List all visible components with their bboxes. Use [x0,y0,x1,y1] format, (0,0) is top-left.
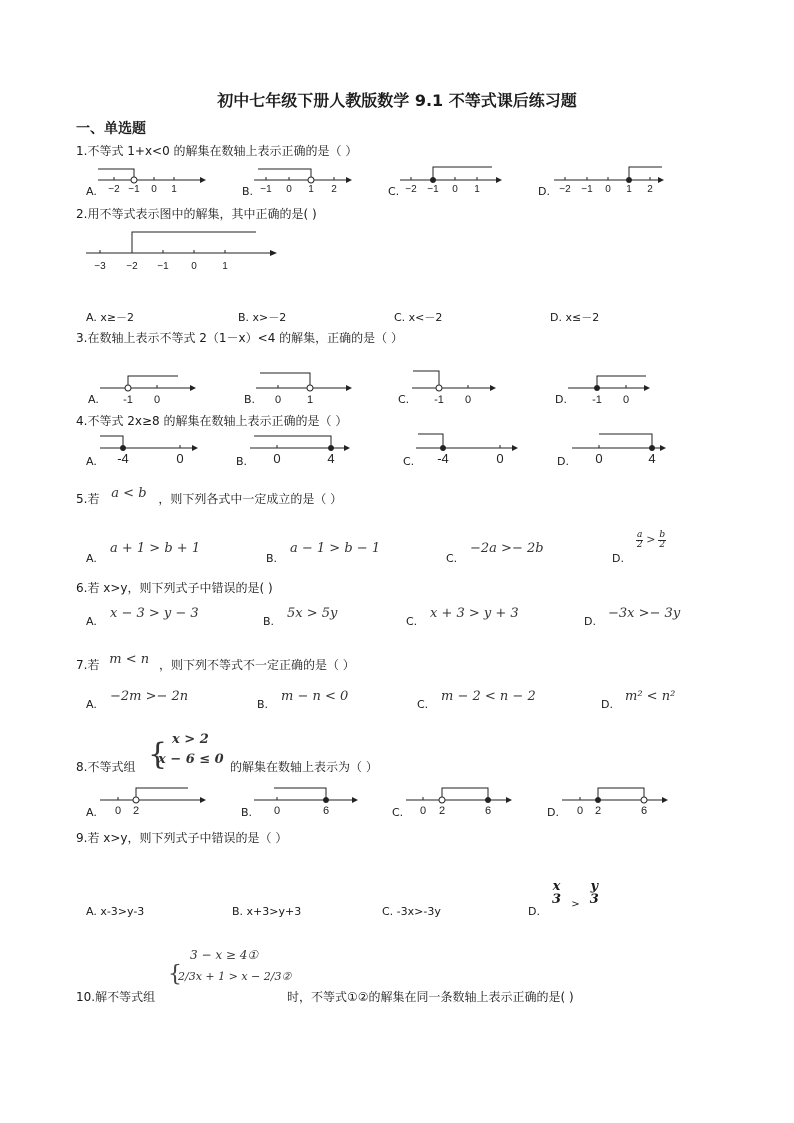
tick-label: 2 [647,184,653,195]
q3-number-line-b [254,368,354,408]
q1-number-line-c [398,162,508,198]
q3-number-line-a [98,368,198,408]
q4-option-a-label: A. [86,455,97,468]
q5-option-d-label: D. [612,552,624,565]
tick-label: −1 [581,184,593,195]
q8-number-line-d [560,784,672,822]
q8-option-d-label: D. [547,806,559,819]
q7-condition: m < n [109,652,150,667]
tick-label: 0 [622,394,630,406]
q7-option-a-label: A. [86,698,97,711]
brace-icon: { [168,962,182,987]
q3-option-c-label: C. [398,393,410,406]
q4-option-d-label: D. [557,455,569,468]
q5-option-c-expr: −2a >− 2b [470,541,544,556]
q5-option-b-expr: a − 1 > b − 1 [290,541,381,556]
tick-label: 0 [286,184,292,195]
q5-option-b-label: B. [266,552,278,565]
q8-option-b-label: B. [241,806,253,819]
q6-option-a-expr: x − 3 > y − 3 [110,606,199,621]
tick-label: 6 [322,805,330,817]
q8-stem-prefix: 8.不等式组 [76,760,136,774]
tick-label: 0 [464,394,472,406]
q9-option-c: C. -3x>-3y [382,905,441,918]
q4-option-c-label: C. [403,455,415,468]
q6-option-b-expr: 5x > 5y [287,606,338,621]
q9-option-a: A. x-3>y-3 [86,905,145,918]
question-6-stem: 6.若 x>y，则下列式子中错误的是( ) [76,581,273,595]
tick-label: 0 [595,451,603,466]
q8-number-line-a [98,784,210,822]
question-1-stem: 1.不等式 1+x<0 的解集在数轴上表示正确的是（ ） [76,144,358,158]
q6-option-c-label: C. [406,615,418,628]
question-3-stem: 3.在数轴上表示不等式 2（1－x）<4 的解集，正确的是（ ） [76,331,403,345]
brace-icon: { [148,737,168,772]
q7-option-b-label: B. [257,698,269,711]
tick-label: 0 [114,805,122,817]
tick-label: 2 [594,805,602,817]
tick-label: 1 [474,184,480,195]
q7-stem-suffix: ，则下列不等式不一定正确的是（ ） [158,658,355,672]
q10-stem-prefix: 10.解不等式组 [76,990,156,1004]
tick-label: 4 [327,451,335,466]
tick-label: 1 [222,261,228,272]
tick-label: 4 [648,451,656,466]
section-heading: 一、单选题 [76,121,146,137]
tick-label: 0 [605,184,611,195]
tick-label: 0 [273,805,281,817]
q6-option-c-expr: x + 3 > y + 3 [430,606,519,621]
q5-option-d-expr: $\frac{a}{2}$ > $\frac{b}{2}$ [636,530,666,550]
q8-number-line-b [252,784,364,822]
tick-label: 1 [308,184,314,195]
q4-number-line-a [98,430,208,468]
q4-option-b-label: B. [236,455,248,468]
q1-number-line-d [552,162,667,198]
tick-label: 0 [273,451,281,466]
q6-option-a-label: A. [86,615,97,628]
q5-option-a-expr: a + 1 > b + 1 [110,541,201,556]
tick-label: 6 [640,805,648,817]
q10-stem-suffix: 时，不等式①②的解集在同一条数轴上表示正确的是( ) [287,990,574,1004]
q5-stem-suffix: ，则下列各式中一定成立的是（ ） [158,492,343,506]
tick-label: 0 [176,451,184,466]
tick-label: 2 [132,805,140,817]
q7-option-b-expr: m − n < 0 [281,689,349,704]
q4-number-line-c [414,430,524,468]
q6-option-b-label: B. [263,615,275,628]
q7-option-c-label: C. [417,698,429,711]
q3-number-line-c [410,368,510,408]
q10-system-line-2: 2/3x + 1 > x − 2/3② [178,970,292,983]
q3-option-b-label: B. [244,393,256,406]
q2-option-c: C. x<－2 [394,311,443,324]
tick-label: 0 [274,394,282,406]
tick-label: 2 [438,805,446,817]
q1-option-b-label: B. [242,185,254,198]
q1-number-line-b [252,162,362,198]
q1-number-line-a [96,162,206,198]
tick-label: 0 [191,261,197,272]
q2-number-line [84,228,284,274]
tick-label: −1 [260,184,272,195]
q2-option-a: A. x≥－2 [86,311,135,324]
q8-system-line-1: x > 2 [172,732,209,747]
page-title: 初中七年级下册人教版数学 9.1 不等式课后练习题 [217,91,577,110]
question-2-stem: 2.用不等式表示图中的解集，其中正确的是( ) [76,207,317,221]
tick-label: 0 [576,805,584,817]
q4-number-line-d [570,430,670,468]
q9-option-d-label: D. [528,905,540,918]
tick-label: -1 [123,394,133,406]
q6-option-d-expr: −3x >− 3y [608,606,681,621]
tick-label: −1 [128,184,140,195]
tick-label: 1 [626,184,632,195]
q5-option-c-label: C. [446,552,458,565]
tick-label: −1 [427,184,439,195]
q1-option-d-label: D. [538,185,550,198]
tick-label: 0 [419,805,427,817]
q5-option-a-label: A. [86,552,97,565]
q7-option-a-expr: −2m >− 2n [110,689,189,704]
q10-system-line-1: 3 − x ≥ 4① [190,948,259,962]
tick-label: 0 [452,184,458,195]
question-7-stem [76,652,355,673]
q3-option-d-label: D. [555,393,567,406]
q9-option-d-expr: x 3 $_>$ y 3 [552,879,599,910]
q3-option-a-label: A. [88,393,99,406]
tick-label: -4 [437,451,449,466]
tick-label: 1 [171,184,177,195]
question-9-stem: 9.若 x>y，则下列式子中错误的是（ ） [76,831,288,845]
question-5-stem [76,486,343,507]
q7-stem-prefix: 7.若 [76,658,100,672]
q8-number-line-c [404,784,516,822]
q7-option-c-expr: m − 2 < n − 2 [441,689,536,704]
tick-label: −2 [126,261,138,272]
q1-option-a-label: A. [86,185,97,198]
q7-option-d-label: D. [601,698,613,711]
q9-option-b: B. x+3>y+3 [232,905,302,918]
q8-system-line-2: x − 6 ≤ 0 [158,752,224,767]
tick-label: −1 [157,261,169,272]
tick-label: 2 [331,184,337,195]
q5-condition: a < b [111,486,147,501]
question-4-stem: 4.不等式 2x≥8 的解集在数轴上表示正确的是（ ） [76,414,348,428]
q8-option-c-label: C. [392,806,404,819]
q8-stem-suffix: 的解集在数轴上表示为（ ） [230,760,378,774]
q1-option-c-label: C. [388,185,400,198]
tick-label: −3 [94,261,106,272]
tick-label: -1 [592,394,602,406]
q2-option-b: B. x>－2 [238,311,287,324]
tick-label: -4 [117,451,129,466]
tick-label: -1 [434,394,444,406]
q3-number-line-d [566,368,656,408]
q7-option-d-expr: m² < n² [625,689,676,704]
tick-label: −2 [559,184,571,195]
q2-option-d: D. x≤－2 [550,311,600,324]
tick-label: 1 [306,394,314,406]
q6-option-d-label: D. [584,615,596,628]
tick-label: 6 [484,805,492,817]
tick-label: −2 [108,184,120,195]
tick-label: 0 [496,451,504,466]
tick-label: −2 [405,184,417,195]
q4-number-line-b [248,430,358,468]
tick-label: 0 [153,394,161,406]
tick-label: 0 [151,184,157,195]
q8-option-a-label: A. [86,806,97,819]
q5-stem-prefix: 5.若 [76,492,100,506]
